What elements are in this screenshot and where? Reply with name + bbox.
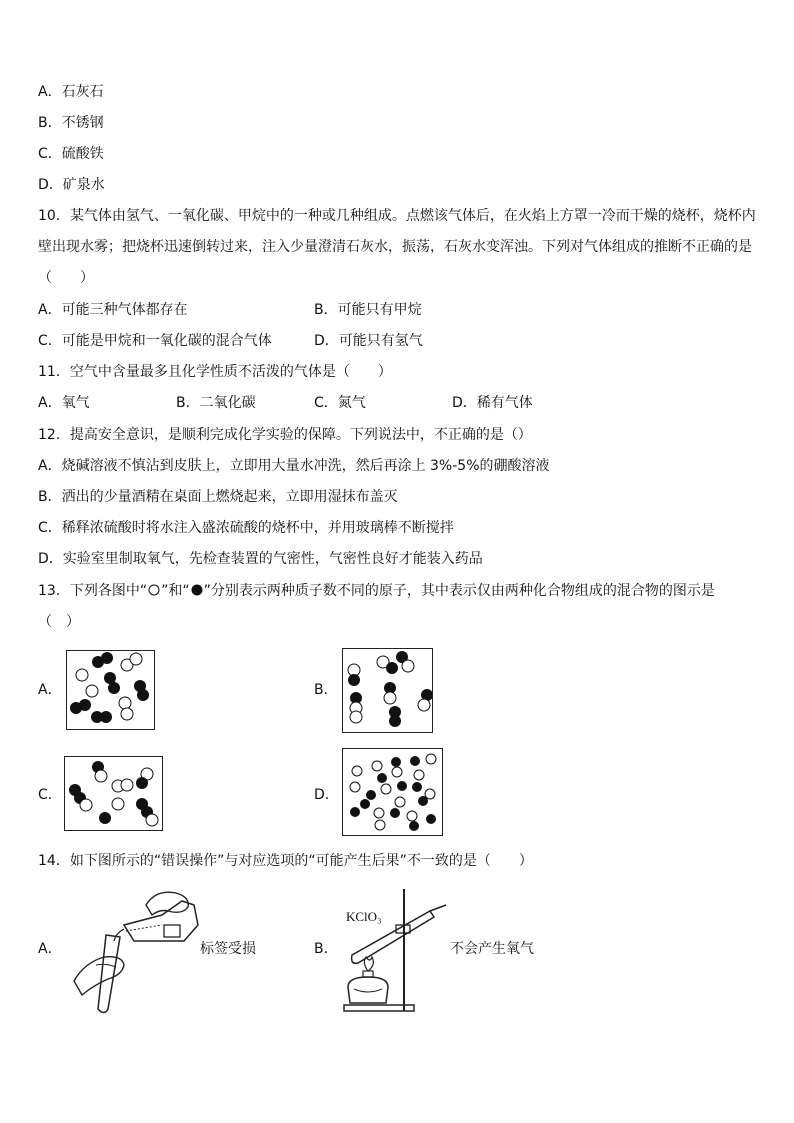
q11-option-b: B．二氧化碳 [176,395,256,411]
q13-diagram-a [66,650,155,730]
q12-stem: 12．提高安全意识，是顺利完成化学实验的保障。下列说法中，不正确的是（） [38,427,532,443]
white-atom-icon [148,584,160,596]
q13-stem-line2: （ ） [38,614,80,630]
q14-option-a-label: A． [38,941,62,957]
q12-option-b: B．洒出的少量酒精在桌面上燃烧起来，立即用湿抹布盖灭 [38,489,398,505]
q12-option-a: A．烧碱溶液不慎沾到皮肤上，立即用大量水冲洗，然后再涂上 3%-5%的硼酸溶液 [38,458,550,474]
kclo3-label: KClO₃ [346,909,382,924]
q11-option-a: A．氧气 [38,395,90,411]
q11-stem: 11．空气中含量最多且化学性质不活泼的气体是（ ） [38,364,392,380]
q13-stem-part3: ”分别表示两种质子数不同的原子，其中表示仅由两种化合物组成的混合物的图示是 [203,583,715,599]
q14-option-b-caption: 不会产生氧气 [450,941,534,957]
q14-stem: 14．如下图所示的“错误操作”与对应选项的“可能产生后果”不一致的是（ ） [38,853,533,869]
q9-option-b: B．不锈钢 [38,115,104,131]
molecule-diagram-d [343,749,442,835]
q12-option-c: C．稀释浓硫酸时将水注入盛浓硫酸的烧杯中，并用玻璃棒不断搅拌 [38,520,454,536]
q9-option-a: A．石灰石 [38,84,104,100]
q13-stem-part2: ”和“ [161,583,190,599]
q13-option-b-label: B． [314,682,338,698]
q9-option-d: D．矿泉水 [38,177,105,193]
q13-option-a-label: A． [38,682,62,698]
q10-stem-line1: 10．某气体由氢气、一氧化碳、甲烷中的一种或几种组成。点燃该气体后，在火焰上方罩一冷而干燥的烧杯，烧杯内 [38,208,756,224]
q13-diagram-c [64,756,163,831]
q13-option-d-label: D． [314,787,339,803]
q10-option-d: D．可能只有氢气 [314,333,423,349]
molecule-diagram-b [343,649,432,732]
q10-stem-line3: （ ） [38,270,94,286]
q14-option-b-label: B． [314,941,338,957]
q9-option-c: C．硫酸铁 [38,146,104,162]
molecule-diagram-c [65,757,162,830]
heating-test-tube-illustration [338,885,450,1015]
q12-option-d: D．实验室里制取氧气，先检查装置的气密性，气密性良好才能装入药品 [38,551,483,567]
q11-option-d: D．稀有气体 [452,395,533,411]
q13-stem [38,582,715,600]
q13-stem-part1: 13．下列各图中“ [38,583,148,599]
q11-option-c: C．氮气 [314,395,366,411]
q10-stem-line2: 壁出现水雾；把烧杯迅速倒转过来，注入少量澄清石灰水，振荡，石灰水变浑浊。下列对气体组成的推断不正确的是 [38,239,752,255]
q10-option-a: A．可能三种气体都存在 [38,302,188,318]
q13-diagram-b [342,648,433,733]
molecule-diagram-a [67,651,154,729]
pouring-liquid-illustration [64,885,199,1015]
q14-option-a-caption: 标签受损 [200,941,256,957]
q10-option-c: C．可能是甲烷和一氧化碳的混合气体 [38,333,272,349]
black-atom-icon [191,584,203,596]
q13-option-c-label: C． [38,787,62,803]
q13-diagram-d [342,748,443,836]
q10-option-b: B．可能只有甲烷 [314,302,422,318]
